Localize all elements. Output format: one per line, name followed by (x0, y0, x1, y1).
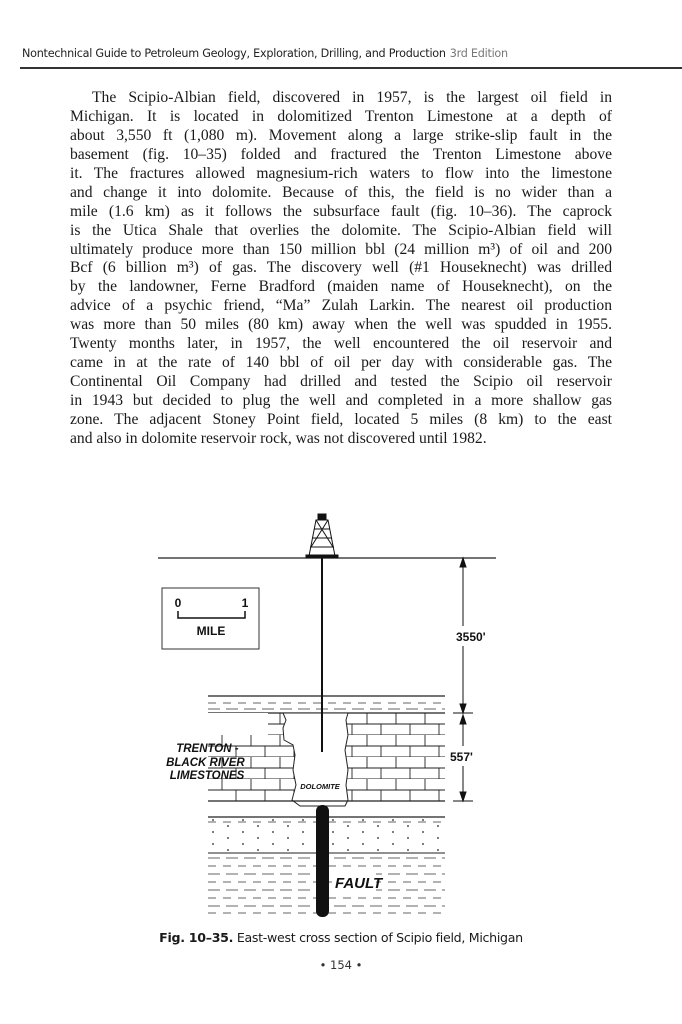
figure-caption (0, 930, 682, 945)
text-line: zone. The adjacent Stoney Point field, located 5 miles (8 km) to the east (70, 410, 612, 428)
text-line: basement (fig. 10–35) folded and fractured the Trenton Limestone above (70, 145, 612, 163)
book-title: Nontechnical Guide to Petroleum Geology, Exploration, Drilling, and Production (22, 47, 446, 60)
text-line: ultimately produce more than 150 million bbl (24 million m³) of oil and 200 (70, 240, 612, 258)
page-number: • 154 • (319, 958, 363, 972)
text-line: and change it into dolomite. Because of this, the field is no wider than a (70, 183, 612, 201)
formation-label-1: TRENTON - (176, 743, 239, 755)
depth-label: 3550' (456, 630, 486, 644)
text-line: was more than 50 miles (80 km) away when the well was spudded in 1955. (70, 316, 612, 334)
drilling-rig-icon (306, 514, 338, 558)
formation-label-3: LIMESTONES (169, 770, 245, 782)
formation-label-2: BLACK RIVER (166, 757, 245, 769)
fault-label: FAULT (335, 875, 383, 892)
text-line: in 1943 but decided to plug the well and completed in a more shallow gas (70, 392, 612, 409)
text-line: The Scipio-Albian field, discovered in 1957, is the largest oil field in (92, 89, 612, 106)
text-line: and also in dolomite reservoir rock, was not discovered until 1982. (70, 429, 487, 447)
scale-end: 1 (241, 596, 249, 610)
text-line: Michigan. It is located in dolomitized Trenton Limestone at a depth of (70, 107, 612, 125)
dolomite-label: DOLOMITE (300, 782, 340, 791)
text-line: Twenty months later, in 1957, the well encountered the oil reservoir and (70, 335, 612, 353)
edition: 3rd Edition (449, 47, 508, 60)
text-line: came in at the rate of 140 bbl of oil per day with considerable gas. The (70, 354, 612, 372)
scale-bar (162, 588, 259, 649)
svg-text:TRENTON - BLACK RIVER (166, 743, 248, 782)
figure-number: Fig. 10–35. (159, 930, 234, 945)
scale-start: 0 (174, 596, 182, 610)
text-line: Continental Oil Company had drilled and tested the Scipio oil reservoir (70, 373, 612, 391)
thickness-label: 557' (450, 750, 473, 764)
text-line: advice of a psychic friend, “Ma” Zulah Larkin. The nearest oil production (70, 297, 612, 315)
depth-dimension (453, 558, 473, 801)
text-line: is the Utica Shale that overlies the dolomite. The Scipio-Albian field will (70, 221, 612, 239)
text-line: Bcf (6 billion m³) of gas. The discovery well (#1 Houseknecht) was drilled (70, 259, 612, 277)
text-line: by the landowner, Ferne Bradford (maiden name of Houseknecht), on the (70, 278, 612, 296)
text-line: mile (1.6 km) as it follows the subsurface fault (fig. 10–36). The caprock (70, 202, 612, 220)
text-line: about 3,550 ft (1,080 m). Movement along a large strike-slip fault in the (70, 126, 612, 144)
scale-unit: MILE (196, 624, 226, 638)
fault (316, 805, 329, 917)
text-line: it. The fractures allowed magnesium-rich waters to flow into the limestone (70, 164, 612, 182)
caption-text: East-west cross section of Scipio field, Michigan (236, 930, 523, 945)
